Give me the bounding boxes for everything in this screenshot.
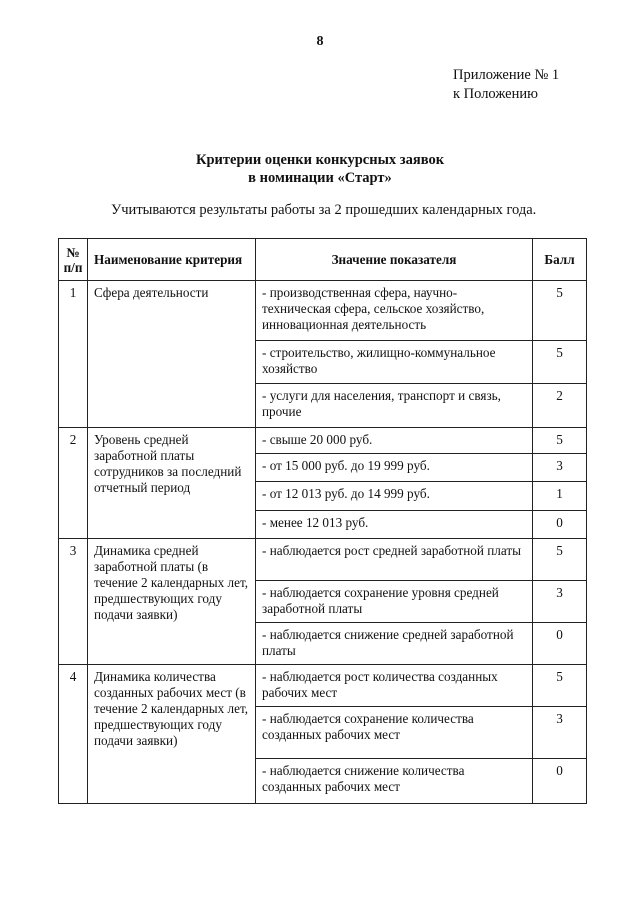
score-cell: 0: [533, 623, 587, 665]
score-cell: 3: [533, 454, 587, 482]
score-cell: 5: [533, 665, 587, 707]
indicator-value: - наблюдается снижение количества созданных рабочих мест: [256, 759, 533, 804]
indicator-value: - строительство, жилищно-коммунальное хозяйство: [256, 341, 533, 384]
criterion-number: 4: [59, 665, 88, 804]
header-number-line-2: п/п: [63, 259, 83, 275]
criteria-table: [58, 238, 587, 804]
criterion-name: Уровень средней заработной платы сотрудников за последний отчетный период: [88, 428, 256, 539]
indicator-value: - услуги для населения, транспорт и связь, прочие: [256, 384, 533, 428]
score-cell: 5: [533, 539, 587, 581]
table-row: [59, 428, 587, 454]
indicator-value: - наблюдается сохранение уровня средней заработной платы: [256, 581, 533, 623]
score-cell: 5: [533, 281, 587, 341]
indicator-value: - наблюдается рост средней заработной платы: [256, 539, 533, 581]
score-cell: 3: [533, 581, 587, 623]
table-row: [59, 665, 587, 707]
header-criterion-name: Наименование критерия: [88, 239, 256, 281]
header-score: Балл: [533, 239, 587, 281]
indicator-value: - наблюдается сохранение количества созданных рабочих мест: [256, 707, 533, 759]
score-cell: 3: [533, 707, 587, 759]
indicator-value: - менее 12 013 руб.: [256, 511, 533, 539]
header-number: [59, 239, 88, 281]
score-cell: 5: [533, 341, 587, 384]
page-number: 8: [316, 34, 324, 49]
criterion-number: 3: [59, 539, 88, 665]
title-line-1: Критерии оценки конкурсных заявок: [195, 152, 445, 168]
score-cell: 0: [533, 759, 587, 804]
header-indicator-value: Значение показателя: [256, 239, 533, 281]
table-header-row: [59, 239, 587, 281]
score-cell: 2: [533, 384, 587, 428]
indicator-value: - наблюдается снижение средней заработной платы: [256, 623, 533, 665]
intro-text: Учитываются результаты работы за 2 прошедших календарных года.: [111, 202, 537, 218]
indicator-value: - от 12 013 руб. до 14 999 руб.: [256, 482, 533, 511]
indicator-value: - от 15 000 руб. до 19 999 руб.: [256, 454, 533, 482]
indicator-value: - свыше 20 000 руб.: [256, 428, 533, 454]
indicator-value: - наблюдается рост количества созданных рабочих мест: [256, 665, 533, 707]
score-cell: 5: [533, 428, 587, 454]
criterion-number: 2: [59, 428, 88, 539]
score-cell: 1: [533, 482, 587, 511]
header-number-line-1: №: [66, 244, 80, 260]
criterion-number: 1: [59, 281, 88, 428]
document-title: [0, 151, 640, 187]
title-line-2: в номинации «Старт»: [248, 170, 392, 186]
indicator-value: - производственная сфера, научно-техническая сфера, сельское хозяйство, инновационная деятельность: [256, 281, 533, 341]
score-cell: 0: [533, 511, 587, 539]
criterion-name: Динамика количества созданных рабочих мест (в течение 2 календарных лет, предшествующих году подачи заявки): [88, 665, 256, 804]
appendix-line-2: к Положению: [453, 86, 538, 102]
appendix-note: [453, 66, 559, 104]
table-row: [59, 281, 587, 341]
criterion-name: Сфера деятельности: [88, 281, 256, 428]
table-row: [59, 539, 587, 581]
appendix-line-1: Приложение № 1: [453, 67, 560, 83]
criterion-name: Динамика средней заработной платы (в течение 2 календарных лет, предшествующих году подачи заявки): [88, 539, 256, 665]
